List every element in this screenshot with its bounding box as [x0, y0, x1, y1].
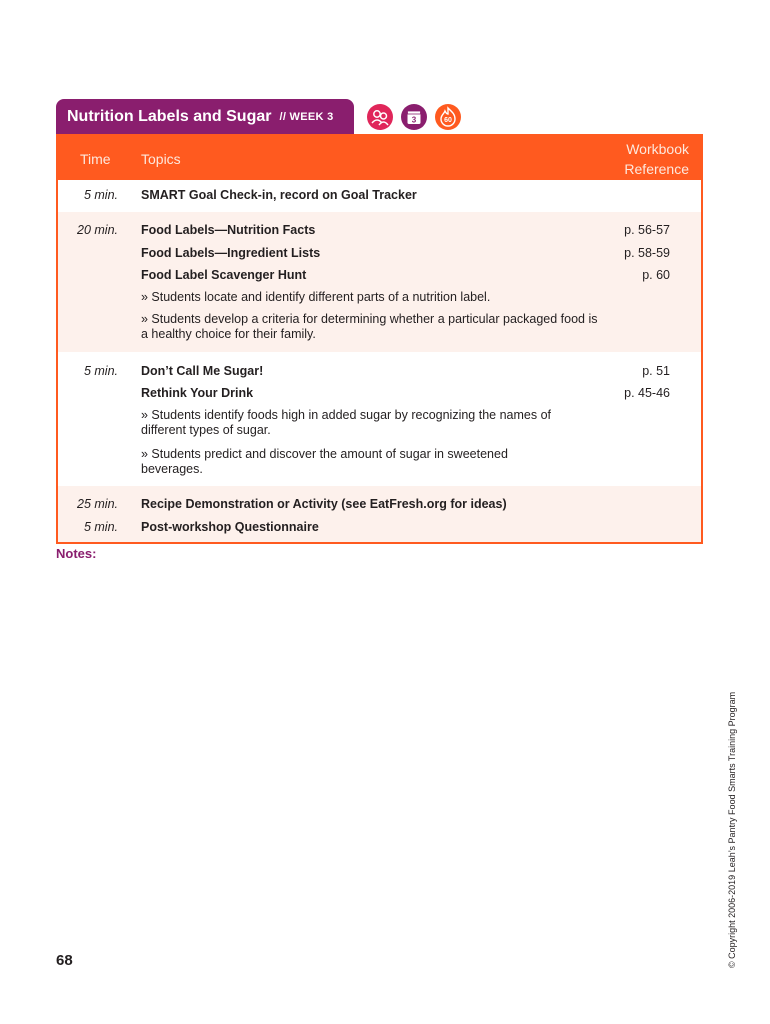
- row-time: 20 min.: [77, 223, 118, 237]
- week-label: // WEEK 3: [279, 110, 334, 123]
- row-topic: Post-workshop Questionnaire: [141, 520, 319, 534]
- row-bullet: » Students identify foods high in added sugar by recognizing the names of different types of sugar.: [141, 408, 551, 437]
- row-reference: p. 58-59: [624, 246, 670, 260]
- row-reference: p. 45-46: [624, 386, 670, 400]
- row-time: 25 min.: [77, 497, 118, 511]
- activity-icons: [367, 104, 461, 130]
- row-topic: Don’t Call Me Sugar!: [141, 364, 264, 378]
- column-header-topics: Topics: [141, 151, 181, 167]
- row-topic: Rethink Your Drink: [141, 386, 254, 400]
- row-time: 5 min.: [83, 520, 118, 534]
- row-topic: Food Labels—Nutrition Facts: [141, 223, 316, 237]
- row-topic: Food Label Scavenger Hunt: [141, 268, 307, 282]
- row-bullet: » Students predict and discover the amount of sugar in sweetened beverages.: [141, 447, 508, 476]
- row-time: 5 min.: [83, 188, 118, 202]
- duration-minutes: 60: [444, 117, 452, 124]
- row-time: 5 min.: [83, 364, 118, 378]
- row-topic: SMART Goal Check-in, record on Goal Tracker: [141, 188, 417, 202]
- row-reference: p. 60: [642, 268, 670, 282]
- row-topic: Recipe Demonstration or Activity (see EatFresh.org for ideas): [141, 497, 507, 511]
- row-reference: p. 56-57: [624, 223, 670, 237]
- notes-label: Notes:: [56, 546, 97, 561]
- group-icon: [367, 104, 393, 130]
- row-reference: p. 51: [642, 364, 670, 378]
- section-title-tab: [56, 99, 354, 134]
- calendar-week-number: 3: [411, 115, 417, 125]
- section-title: Nutrition Labels and Sugar: [67, 107, 272, 125]
- page-number: 68: [56, 952, 73, 969]
- row-bullet: » Students locate and identify different parts of a nutrition label.: [141, 290, 491, 304]
- table-header: [58, 136, 701, 180]
- timer-flame-icon: [435, 104, 461, 130]
- copyright-notice: © Copyright 2006-2019 Leah’s Pantry Food Smarts Training Program: [727, 691, 737, 968]
- row-topic: Food Labels—Ingredient Lists: [141, 246, 321, 260]
- row-bullet: » Students develop a criteria for determining whether a particular packaged food is a healthy choice for their family.: [141, 312, 598, 341]
- column-header-time: Time: [80, 151, 111, 167]
- agenda-table: [56, 134, 703, 544]
- column-header-reference: Workbook Reference: [624, 141, 689, 177]
- calendar-icon: [401, 104, 427, 130]
